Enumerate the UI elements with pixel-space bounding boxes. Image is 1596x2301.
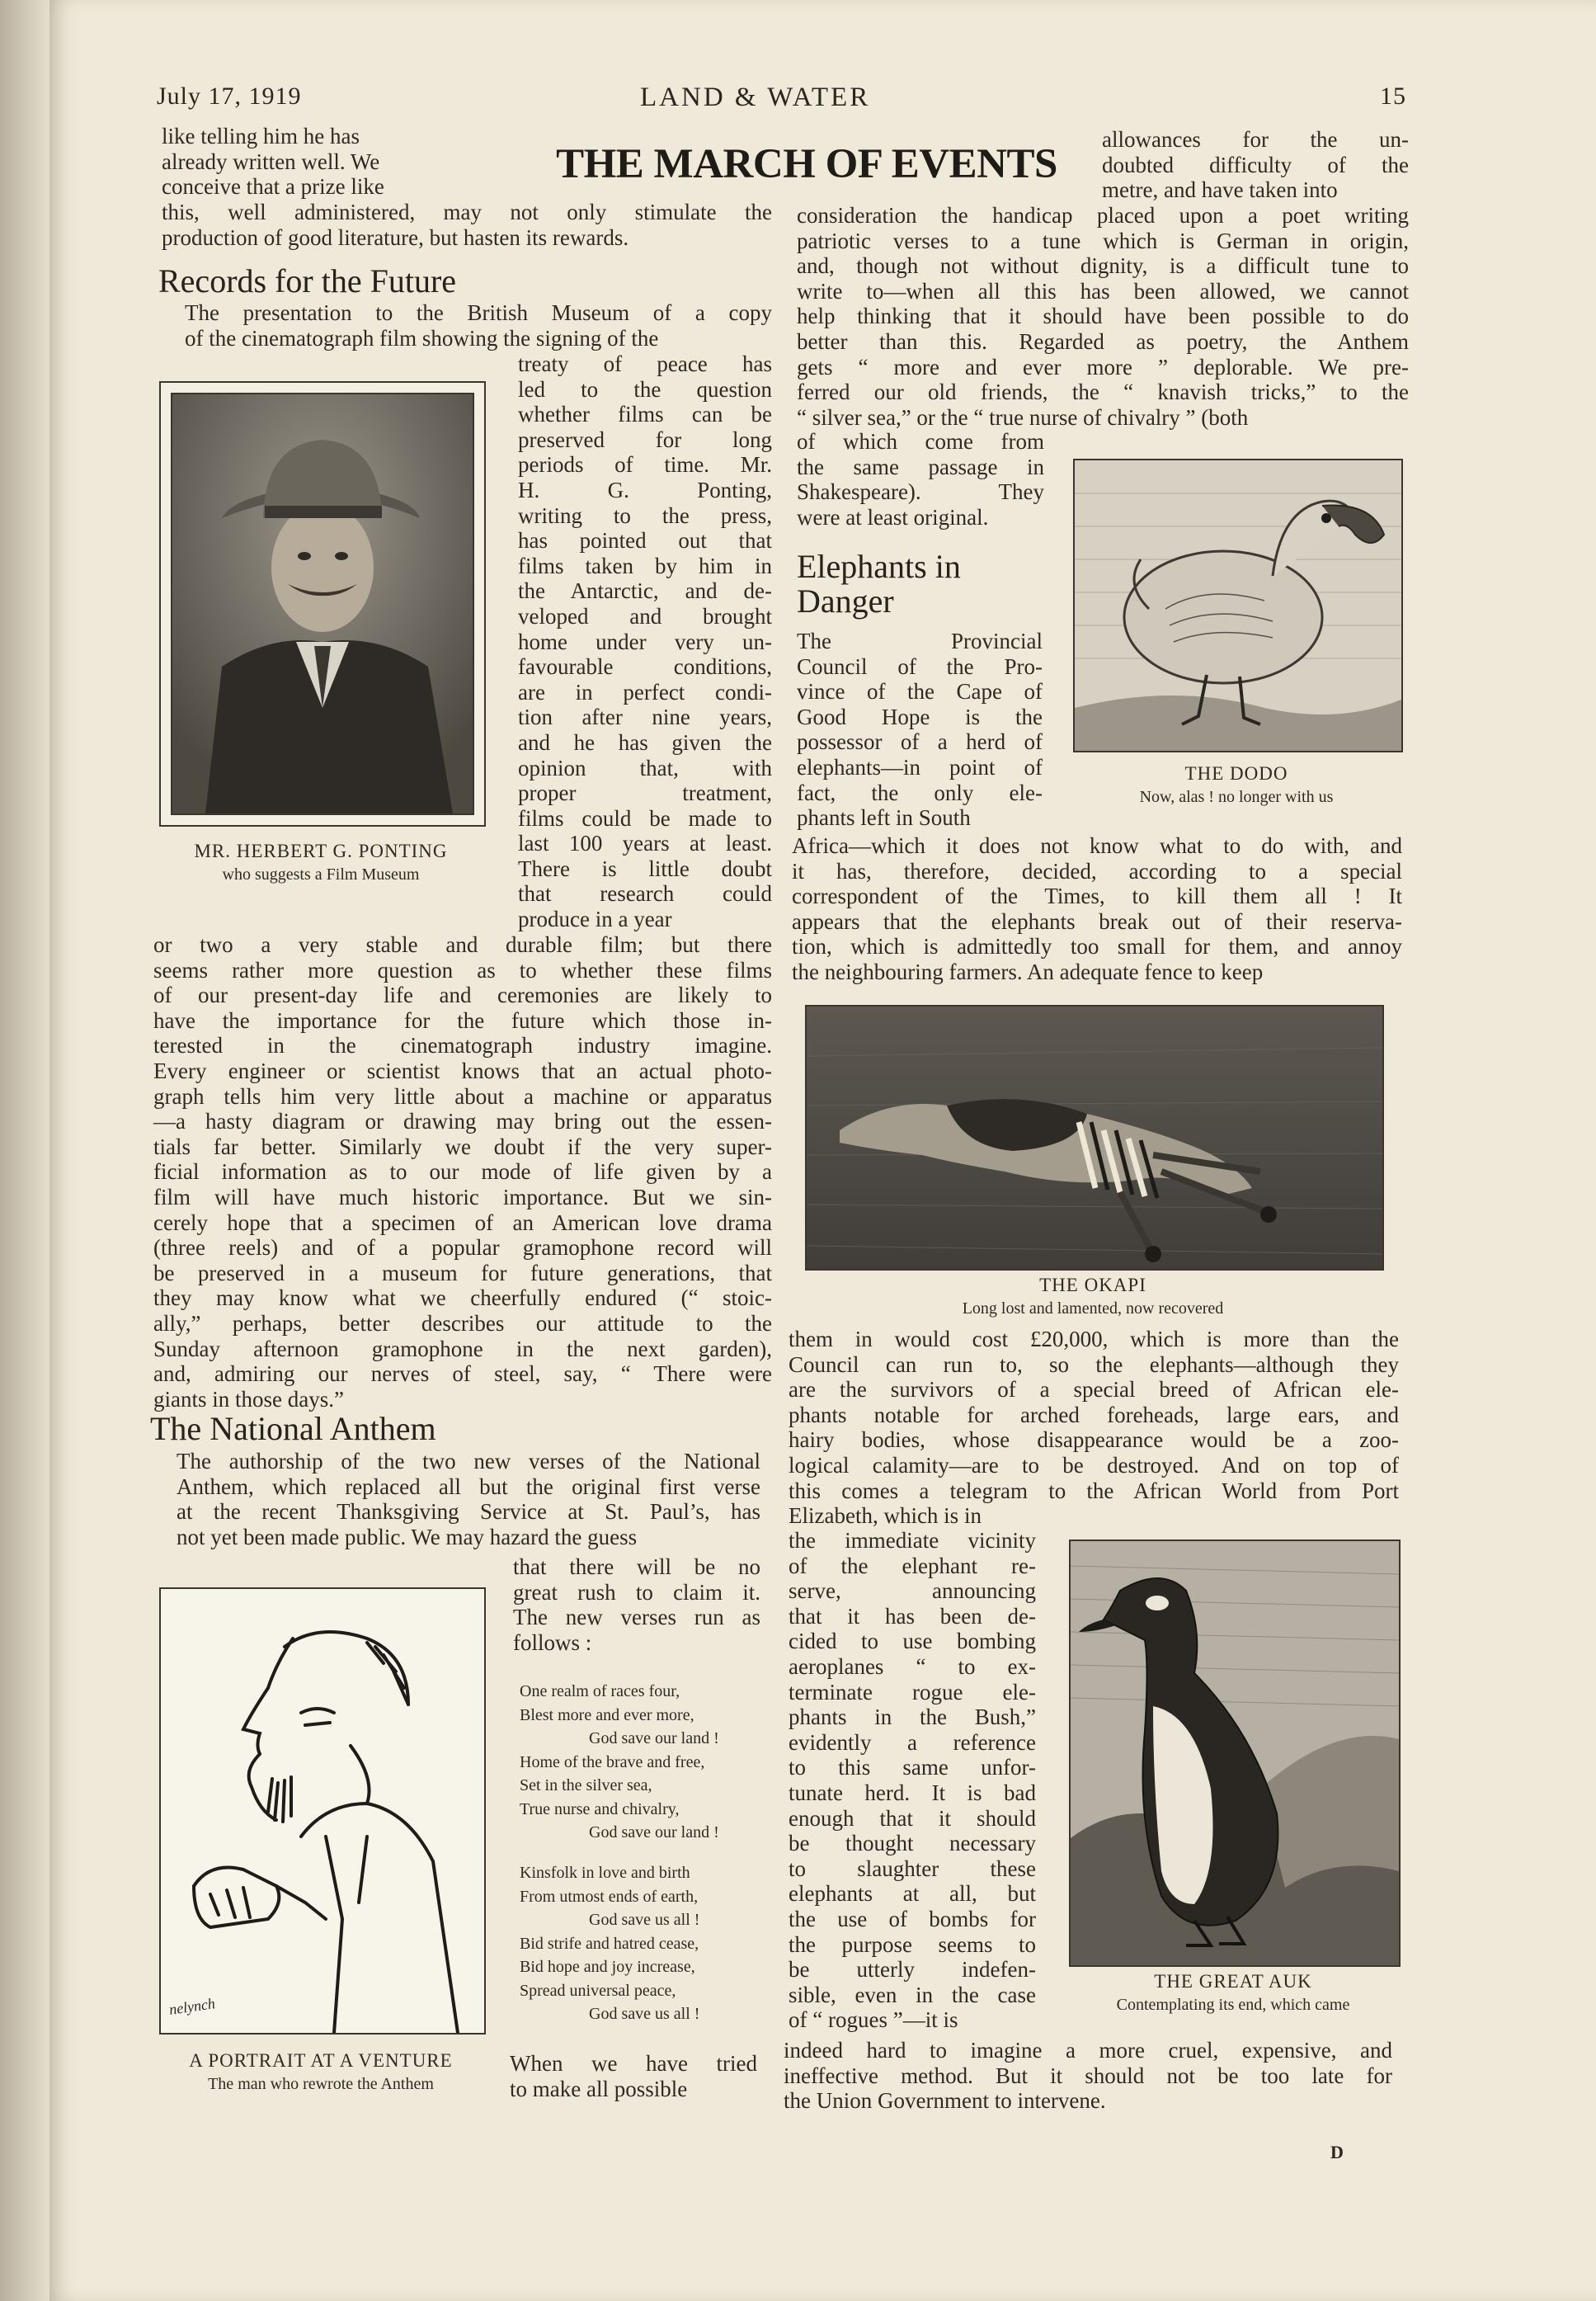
text-line: favourable conditions, [518,654,772,680]
text-line: the immediate vicinity [789,1528,1036,1553]
text-line: already written well. We [162,149,380,174]
text-line: production of good literature, but hasten its rewards. [162,224,629,250]
text-line: ficial information as to our mode of life given by a [153,1159,772,1185]
caption-portrait-title: A PORTRAIT AT A VENTURE [189,2050,453,2071]
sketch-signature: nelynch [167,1995,217,2018]
verse-line: Home of the brave and free, [520,1752,705,1771]
text-line: gets “ more and ever more ” deplorable. We pre- [797,354,1409,380]
text-line: films taken by him in [518,553,772,578]
elephants-after-okapi-text [789,1327,1399,1529]
text-line: metre, and have taken into [1102,177,1338,203]
text-line: —a hasty diagram or drawing may bring out the essen- [153,1109,772,1134]
text-line: doubted difficulty of the [1102,152,1409,177]
text-line: they may know what we cheerfully endured (“ stoic- [153,1285,772,1311]
text-line: and, though not without dignity, is a difficult tune to [797,253,1409,279]
text-line: Good Hope is the [797,704,1043,729]
text-line: sible, even in the case [789,1982,1036,2007]
verse-refrain-line: God save our land ! [589,1823,719,1841]
text-line: conceive that a prize like [162,174,384,200]
text-line: them in would cost £20,000, which is more than the [789,1327,1399,1351]
section-title-anthem: The National Anthem [150,1410,436,1447]
text-line: proper treatment, [518,780,772,806]
text-line: serve, announcing [789,1578,1036,1604]
text-line: not yet been made public. We may hazard the guess [177,1524,638,1549]
text-line: and, admiring our nerves of steel, say, “ There were [153,1361,772,1387]
text-line: The new verses run as [513,1605,760,1630]
page-headline: THE MARCH OF EVENTS [556,141,1057,187]
text-line: tion after nine years, [518,705,772,730]
text-line: allowances for the un- [1102,127,1409,152]
text-line: the Antarctic, and de- [518,578,772,604]
text-line: cided to use bombing [789,1629,1036,1654]
allowances-narrow-text [1102,127,1409,203]
text-line: correspondent of the Times, to kill them all ! It [792,884,1402,909]
text-line: Sunday afternoon gramophone in the next garden), [153,1336,772,1361]
ponting-portrait-image [172,394,473,813]
text-line: of our present-day life and ceremonies are likely to [153,983,772,1008]
text-line: follows : [513,1629,592,1655]
verse-line: Bid strife and hatred cease, [520,1934,699,1953]
text-line: the Union Government to intervene. [784,2088,1106,2114]
text-line: The Provincial [797,629,1043,653]
elephants-wrap-text [797,629,1043,831]
text-line: phants notable for arched foreheads, large ears, and [789,1402,1399,1427]
text-line: are in perfect condi- [518,679,772,705]
text-line: evidently a reference [789,1729,1036,1755]
signature-mark: D [1330,2142,1344,2162]
text-line: phants left in South [797,805,971,831]
text-line: cerely hope that a specimen of an American love drama [153,1209,772,1235]
text-line: appears that the elephants break out of their reserva- [792,908,1402,934]
text-line: ferred our old friends, the “ knavish tricks,” to the [797,380,1409,405]
anthem-tail-text [510,2051,757,2101]
verse-refrain-line: God save our land ! [589,1729,719,1747]
text-line: patriotic verses to a tune which is German in origin, [797,228,1409,253]
text-line: ally,” perhaps, better describes our attitude to the [153,1310,772,1336]
caption-ponting-subtitle: who suggests a Film Museum [222,865,420,884]
text-line: help thinking that it should have been possible to do [797,304,1409,329]
text-line: film will have much historic importance. But we sin- [153,1184,772,1209]
text-line: be thought necessary [789,1831,1036,1856]
okapi-picture-frame [805,1005,1384,1271]
text-line: produce in a year [518,907,672,932]
text-line: possessor of a herd of [797,729,1043,755]
verse-line: Blest more and ever more, [520,1705,694,1724]
issue-date: July 17, 1919 [157,83,302,110]
text-line: it has, therefore, decided, according to a special [792,858,1402,884]
elephants-final-text [784,2038,1392,2114]
text-line: be preserved in a museum for future generations, that [153,1260,772,1285]
verse-line: Kinsfolk in love and birth [520,1864,690,1882]
text-line: Elizabeth, which is in [789,1503,982,1529]
caption-dodo-title: THE DODO [1184,763,1288,784]
verse-line: One realm of races four, [520,1682,680,1700]
section-title-elephants-line1: Elephants in [797,548,961,585]
text-line: great rush to claim it. [513,1579,760,1605]
text-line: seems rather more question as to whether these films [153,957,772,983]
text-line: writing to the press, [518,502,772,528]
anthem-continued-wrap [797,429,1044,530]
text-line: Every engineer or scientist knows that an actual photo- [153,1058,772,1083]
text-line: preserved for long [518,427,772,452]
text-line: indeed hard to imagine a more cruel, expensive, and [784,2038,1392,2063]
verse-line: True nurse and chivalry, [520,1799,680,1818]
caption-okapi [805,1274,1381,1320]
text-line: giants in those days.” [153,1386,344,1412]
text-line: home under very un- [518,629,772,654]
text-line: “ silver sea,” or the “ true nurse of chivalry ” (both [797,404,1249,430]
records-rest-text [153,932,772,1412]
section-title-elephants [797,549,961,619]
text-line: or two a very stable and durable film; but there [153,932,772,957]
caption-portrait-subtitle: The man who rewrote the Anthem [208,2075,434,2093]
text-line: vince of the Cape of [797,679,1043,705]
text-line: were at least original. [797,504,989,530]
text-line: Anthem, which replaced all but the original first verse [177,1473,760,1499]
section-title-records: Records for the Future [158,262,457,299]
verse-line: Set in the silver sea, [520,1776,652,1794]
verse-line: Spread universal peace, [520,1981,676,2000]
text-line: are the survivors of a special breed of African ele- [789,1377,1399,1403]
verse-line: From utmost ends of earth, [520,1887,699,1906]
great-auk-picture-frame [1069,1540,1401,1967]
text-line: logical calamity—are to be destroyed. And on top of [789,1452,1399,1478]
great-auk-engraving [1071,1541,1399,1965]
dodo-engraving [1075,460,1401,751]
text-line: Shakespeare). They [797,479,1044,505]
anthem-verse-2 [520,1861,767,2026]
section-title-elephants-line2: Danger [797,582,894,620]
text-line: Africa—which it does not know what to do with, and [792,833,1402,858]
text-line: elephants—in point of [797,754,1043,780]
elephants-auk-wrap-text [789,1528,1036,2033]
text-line: H. G. Ponting, [518,477,772,502]
binding-gutter [0,0,49,2301]
text-line: this, well administered, may not only stimulate the [162,200,772,224]
text-line: veloped and brought [518,603,772,629]
text-line: has pointed out that [518,528,772,554]
text-line: the neighbouring farmers. An adequate fence to keep [792,959,1264,984]
text-line: like telling him he has [162,124,360,149]
text-line: better than this. Regarded as poetry, the Anthem [797,328,1409,354]
text-line: at the recent Thanksgiving Service at St. Paul’s, has [177,1499,760,1525]
text-line: have the importance for the future which those in- [153,1007,772,1033]
anthem-verse-1 [520,1680,767,1845]
text-line: phants in the Bush,” [789,1705,1036,1730]
text-line: that there will be no [513,1554,760,1579]
caption-ponting [159,840,483,886]
caption-dodo [1073,762,1400,809]
anthem-portrait-frame [159,1587,486,2035]
text-line: of “ rogues ”—it is [789,2007,958,2033]
text-line: the same passage in [797,454,1044,479]
caption-okapi-subtitle: Long lost and lamented, now recovered [962,1299,1224,1318]
caption-great-auk [1069,1970,1397,2016]
anthem-wrap-text [513,1554,760,1655]
text-line: opinion that, with [518,755,772,780]
text-line: that research could [518,881,772,907]
text-line: this comes a telegram to the African World from Port [789,1478,1399,1503]
records-wrap-text [518,351,772,932]
ponting-photo-frame [159,381,486,827]
text-line: and he has given the [518,729,772,755]
verse-refrain-line: God save us all ! [589,1911,700,1929]
masthead: LAND & WATER [640,83,871,112]
caption-okapi-title: THE OKAPI [1039,1275,1146,1295]
text-line: of which come from [797,429,1044,454]
text-line: The authorship of the two new verses of the National [177,1449,760,1473]
anthem-lead-text [153,1449,760,1549]
text-line: There is little doubt [518,856,772,881]
verse-line: Bid hope and joy increase, [520,1958,695,1976]
text-line: enough that it should [789,1805,1036,1831]
caption-portrait [159,2049,483,2096]
text-line: last 100 years at least. [518,831,772,856]
text-line: of the cinematograph film showing the signing of the [185,325,659,351]
text-line: write to—when all this has been allowed, we cannot [797,278,1409,304]
text-line: to this same unfor- [789,1755,1036,1780]
text-line: fact, the only ele- [797,780,1043,805]
okapi-photograph [807,1007,1382,1269]
intro-full-text [162,200,772,250]
text-line: terested in the cinematograph industry imagine. [153,1033,772,1059]
text-line: treaty of peace has [518,351,772,376]
text-line: aeroplanes “ to ex- [789,1653,1036,1679]
text-line: graph tells him very little about a machine or apparatus [153,1083,772,1109]
anthem-author-sketch [161,1589,484,2033]
text-line: (three reels) and of a popular gramophone record will [153,1235,772,1261]
text-line: When we have tried [510,2051,757,2076]
text-line: Council of the Pro- [797,653,1043,679]
text-line: films could be made to [518,805,772,831]
elephants-full-text [792,833,1402,985]
text-line: ineffective method. But it should not be too late for [784,2063,1392,2088]
text-line: tials far better. Similarly we doubt if the very super- [153,1134,772,1159]
text-line: terminate rogue ele- [789,1679,1036,1705]
text-line: consideration the handicap placed upon a poet writing [797,203,1409,228]
text-line: tunate herd. It is bad [789,1780,1036,1805]
text-line: the use of bombs for [789,1906,1036,1931]
intro-narrow-text [162,124,467,200]
text-line: led to the question [518,376,772,402]
text-line: to slaughter these [789,1855,1036,1881]
page-number: 15 [1380,83,1406,110]
verse-refrain-line: God save us all ! [589,2005,700,2023]
text-line: the purpose seems to [789,1931,1036,1957]
text-line: whether films can be [518,402,772,427]
caption-dodo-subtitle: Now, alas ! no longer with us [1139,788,1334,806]
caption-ponting-title: MR. HERBERT G. PONTING [194,841,448,861]
text-line: Council can run to, so the elephants—although they [789,1351,1399,1377]
caption-great-auk-title: THE GREAT AUK [1154,1971,1312,1992]
text-line: The presentation to the British Museum of a copy [185,300,772,325]
text-line: to make all possible [510,2076,688,2101]
text-line: that it has been de- [789,1603,1036,1629]
text-line: hairy bodies, whose disappearance would be a zoo- [789,1427,1399,1453]
dodo-picture-frame [1073,459,1403,752]
text-line: periods of time. Mr. [518,452,772,478]
caption-great-auk-subtitle: Contemplating its end, which came [1116,1996,1350,2014]
text-line: of the elephant re- [789,1553,1036,1578]
anthem-continued-text [797,203,1409,430]
text-line: elephants at all, but [789,1881,1036,1907]
records-lead-text [162,300,772,351]
text-line: tion, which is admittedly too small for them, and annoy [792,934,1402,960]
text-line: be utterly indefen- [789,1957,1036,1983]
